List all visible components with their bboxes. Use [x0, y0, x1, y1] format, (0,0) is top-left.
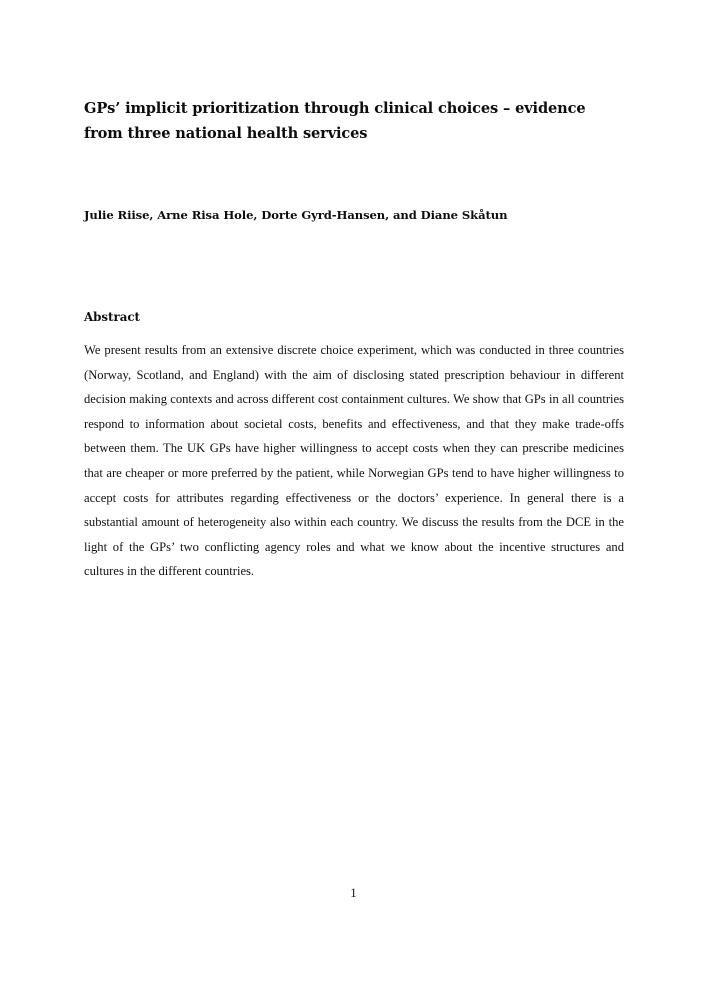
page-number: 1: [350, 886, 357, 900]
author-list: Julie Riise, Arne Risa Hole, Dorte Gyrd-Hansen, and Diane Skåtun: [84, 208, 508, 222]
abstract-heading: Abstract: [84, 310, 140, 324]
page-content: [84, 96, 624, 579]
abstract-body: We present results from an extensive discrete choice experiment, which was conducted in three countries (Norway, Scotland, and England) with the aim of disclosing stated prescription behaviour in different decision making contexts and across different cost containment cultures. We show that GPs in all countries respond to information about societal costs, benefits and effectiveness, and that they make trade-offs between them. The UK GPs have higher willingness to accept costs when they can prescribe medicines that are cheaper or more preferred by the patient, while Norwegian GPs tend to have higher willingness to accept costs for attributes regarding effectiveness or the doctors’ experience. In general there is a substantial amount of heterogeneity also within each country. We discuss the results from the DCE in the light of the GPs’ two conflicting agency roles and what we know about the incentive structures and cultures in the different countries.: [84, 343, 624, 579]
page-title: GPs’ implicit prioritization through clinical choices – evidence from three national health services: [84, 100, 586, 143]
